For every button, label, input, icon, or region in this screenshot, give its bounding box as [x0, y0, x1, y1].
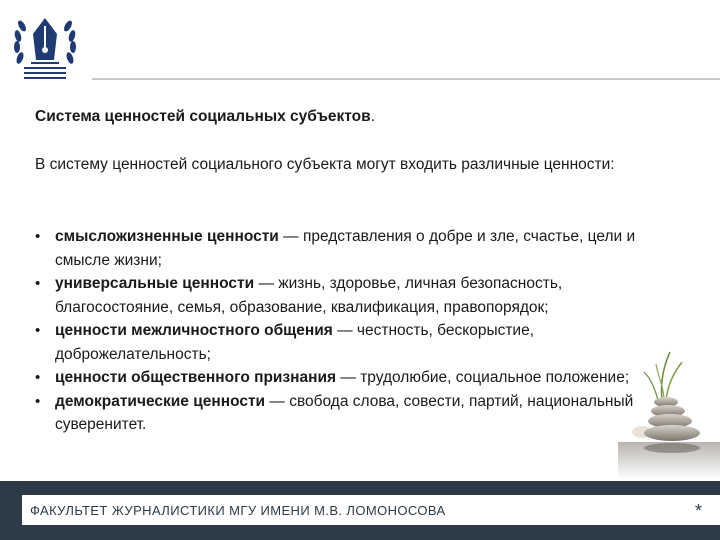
footer-panel: [22, 495, 720, 525]
list-item-term: универсальные ценности: [55, 275, 255, 292]
list-item-term: ценности общественного признания: [55, 369, 337, 386]
asterisk-icon: *: [694, 501, 702, 521]
list-item: [35, 225, 675, 272]
bullet-icon: •: [35, 228, 41, 245]
intro-paragraph: В систему ценностей социального субъекта могут входить различные ценности:: [35, 156, 615, 173]
bullet-icon: •: [35, 392, 41, 410]
list-item-term: смысложизненные ценности: [55, 228, 279, 245]
header-divider: [92, 78, 720, 80]
list-item: [35, 390, 675, 437]
list-item: [35, 319, 675, 366]
list-item-text: — жизнь, здоровье, личная безопасность, благосостояние, семья, образование, квалификация, правопорядок;: [55, 275, 563, 316]
bullet-icon: •: [35, 369, 41, 386]
bullet-icon: •: [35, 322, 41, 339]
bullet-icon: •: [35, 275, 41, 292]
faculty-logo-icon: [10, 12, 80, 82]
slide-title-bold: Система ценностей социальных субъектов: [35, 108, 371, 125]
list-item-text: — честность, бескорыстие, доброжелательность;: [55, 322, 535, 363]
list-item-text: — трудолюбие, социальное положение;: [336, 369, 630, 386]
list-item-text: — свобода слова, совести, партий, национальный суверенитет.: [55, 392, 634, 433]
list-item-text: — представления о добре и зле, счастье, цели и смысле жизни;: [55, 228, 636, 269]
list-item: [35, 272, 675, 319]
slide-title-tail: .: [370, 108, 375, 125]
list-item-term: демократические ценности: [55, 392, 266, 410]
footer-text: ФАКУЛЬТЕТ ЖУРНАЛИСТИКИ МГУ ИМЕНИ М.В. ЛОМОНОСОВА: [30, 503, 446, 518]
footer-bar: [0, 481, 720, 540]
list-item: [35, 366, 675, 390]
zen-stones-icon: [618, 350, 720, 480]
values-list: [35, 225, 675, 437]
slide-title: [35, 108, 375, 126]
list-item-term: ценности межличностного общения: [55, 322, 333, 339]
